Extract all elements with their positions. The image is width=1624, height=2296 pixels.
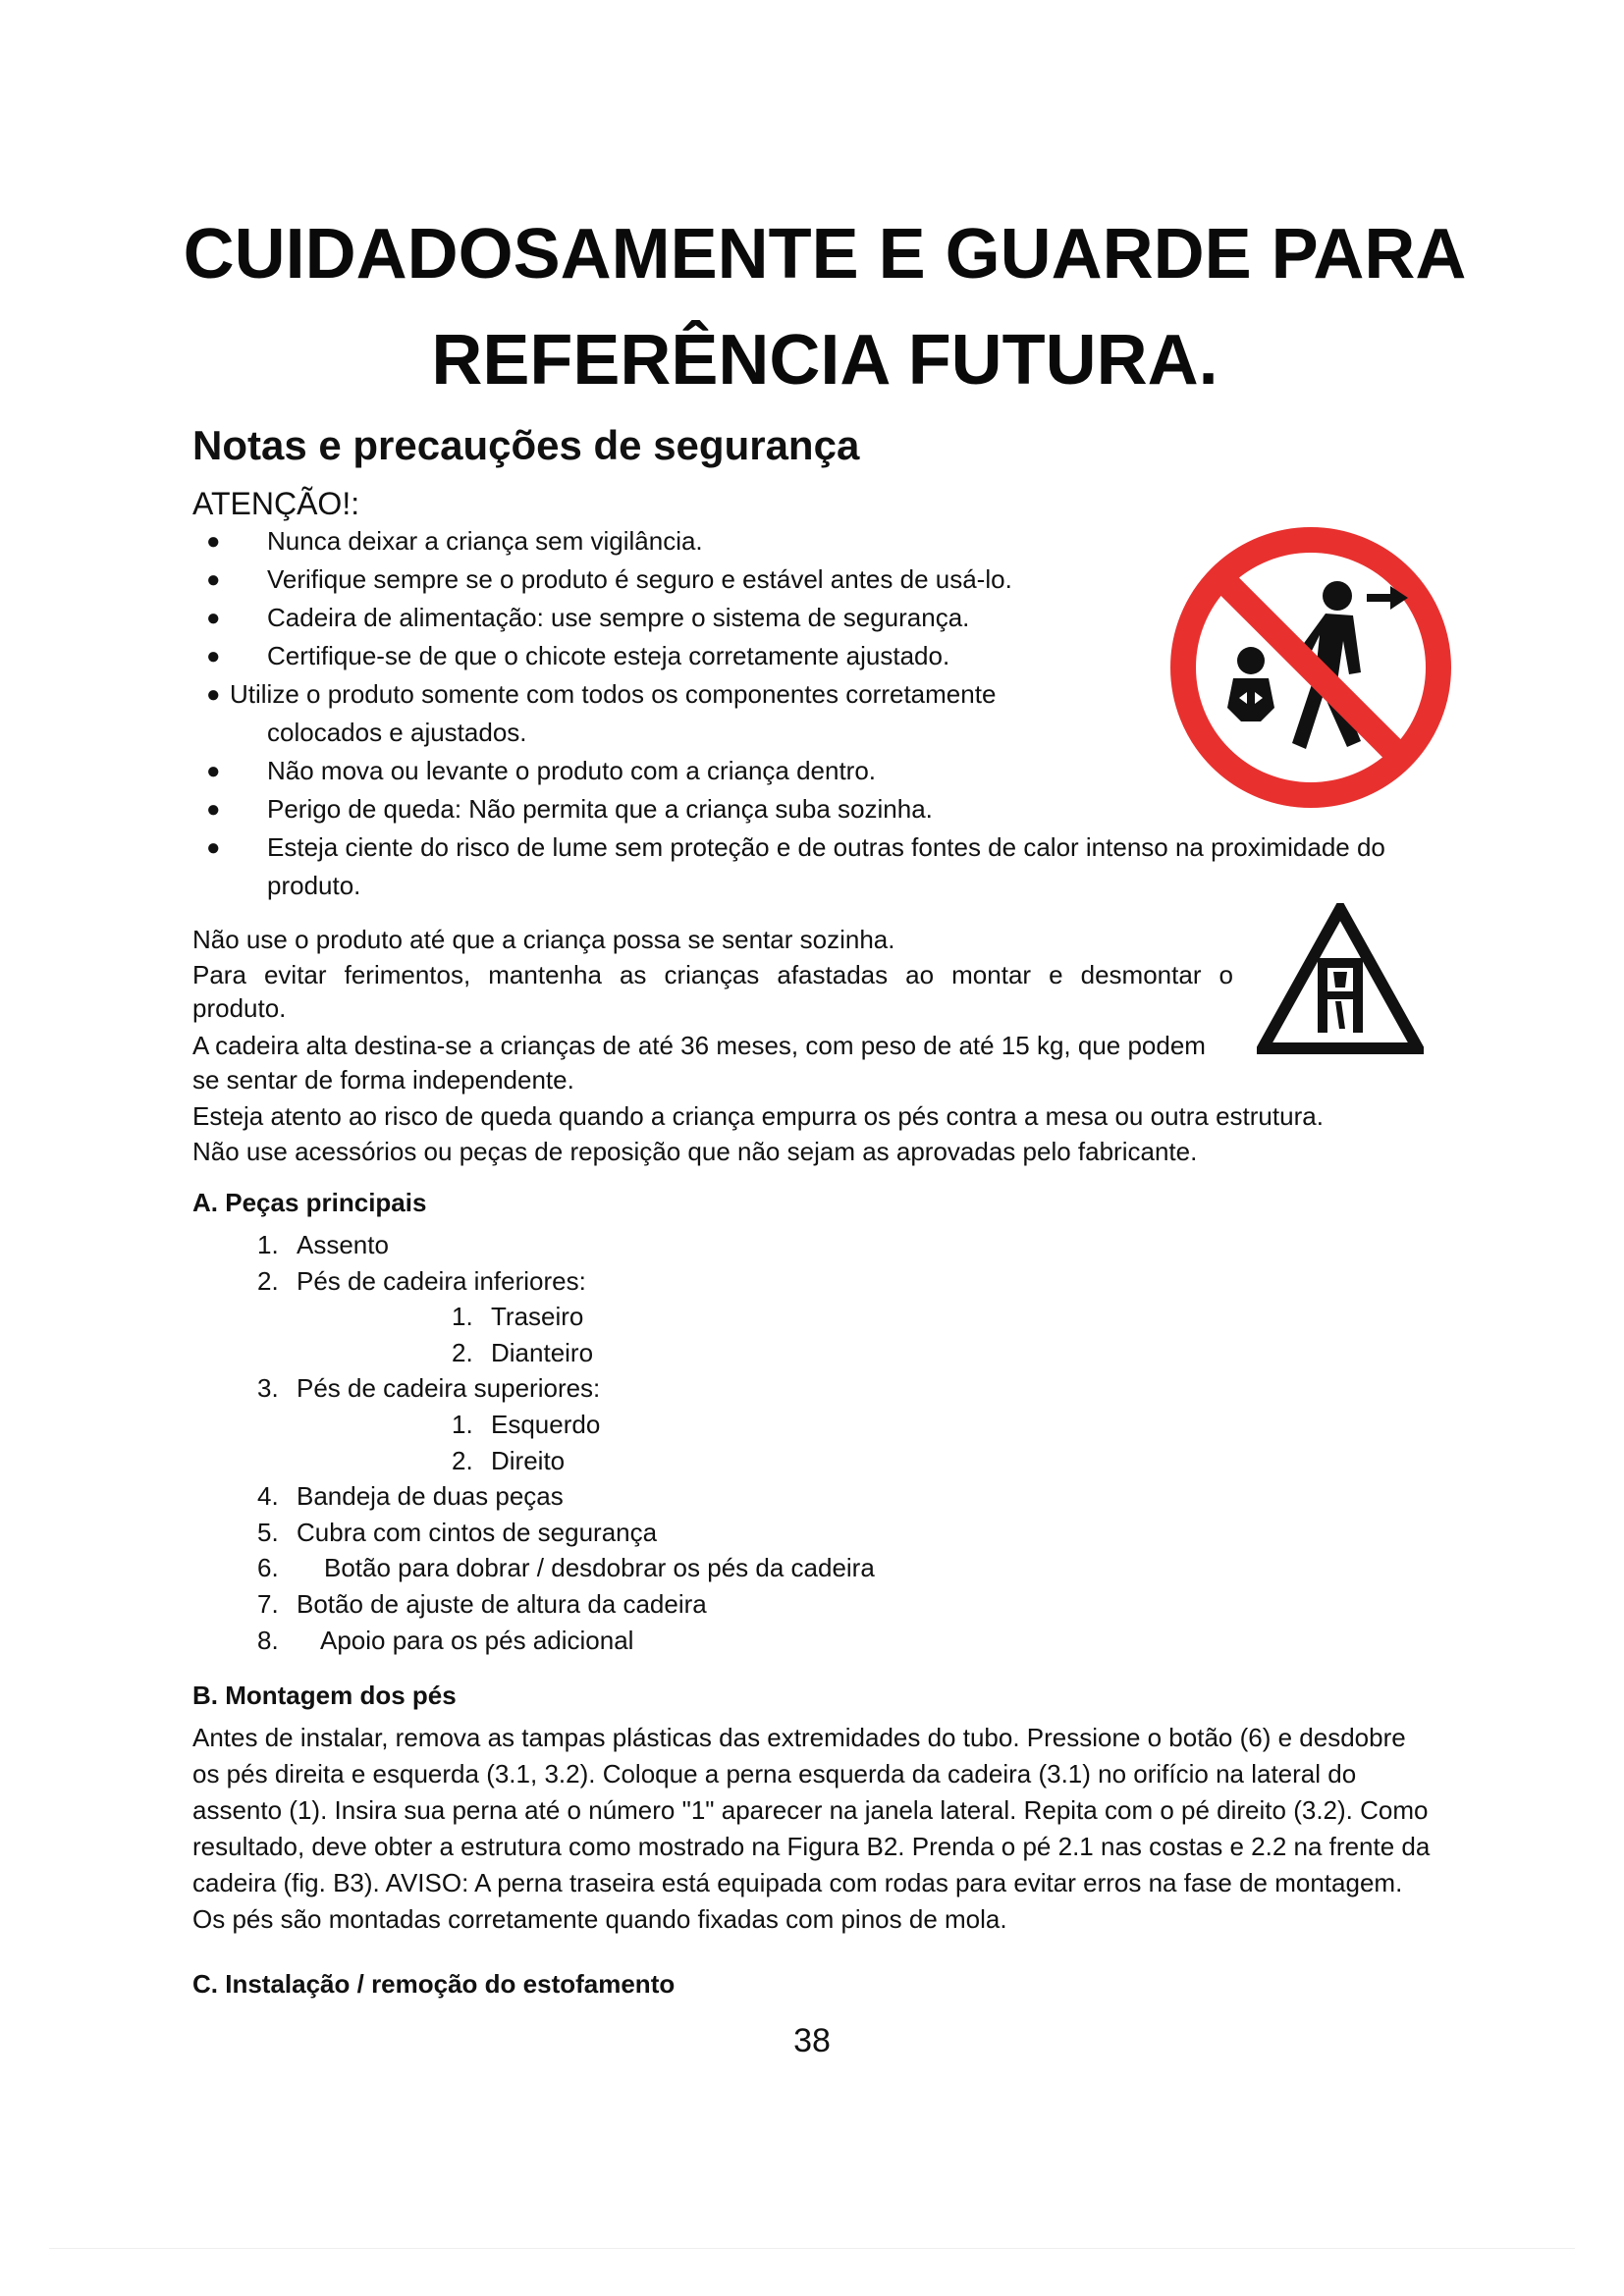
section-c-title: C. Instalação / remoção do estofamento [192,1969,676,1999]
list-subitem: 2. Direito [452,1445,566,1475]
list-item: ● Esteja ciente do risco de lume sem proteção e de outras fontes de calor intenso na proximidade do [192,828,1459,867]
title-line-1: CUIDADOSAMENTE E GUARDE PARA [183,215,1467,294]
list-item: 5. Cubra com cintos de segurança [257,1517,658,1547]
list-subitem: 1. Traseiro [452,1302,584,1332]
list-item: 4. Bandeja de duas peças [257,1481,564,1512]
bullet-icon: ● [206,834,221,861]
list-item: 7. Botão de ajuste de altura da cadeira [257,1588,707,1619]
list-item: ● Perigo de queda: Não permita que a criança suba sozinha. [192,790,1459,828]
bullet-icon: ● [206,528,221,555]
list-item: ● Verifique sempre se o produto é seguro e estável antes de usá-lo. [192,561,1459,599]
list-item: ● Não mova ou levante o produto com a criança dentro. [192,752,1459,790]
list-item: ● Utilize o produto somente com todos os componentes corretamente [192,675,1459,714]
list-item: ● Cadeira de alimentação: use sempre o sistema de segurança. [192,599,1459,637]
list-item: 8. Apoio para os pés adicional [257,1625,634,1655]
paragraph-injuries-line1: Para evitar ferimentos, mantenha as crianças afastadas ao montar e desmontar o [192,960,1233,989]
bullet-icon: ● [206,605,221,631]
bullet-icon: ● [206,681,221,708]
paragraph-age-limit-line2: se sentar de forma independente. [192,1065,574,1095]
section-b-title: B. Montagem dos pés [192,1681,457,1710]
list-subitem: 2. Dianteiro [452,1337,594,1367]
paragraph-line: Os pés são montadas corretamente quando fixadas com pinos de mola. [192,1904,1007,1934]
paragraph-line: Antes de instalar, remova as tampas plásticas das extremidades do tubo. Pressione o botão (6) e desdobre [192,1723,1406,1752]
section-a-title: A. Peças principais [192,1188,427,1217]
page-title [157,201,1492,413]
bullet-icon: ● [206,643,221,669]
list-item: 1. Assento [257,1230,389,1259]
paragraph-fall-risk: Esteja atento ao risco de queda quando a criança empurra os pés contra a mesa ou outra estrutura. [192,1101,1324,1131]
title-line-2: REFERÊNCIA FUTURA. [431,321,1218,400]
paragraph-line: assento (1). Insira sua perna até o número "1" aparecer na janela lateral. Repita com o pé direito (3.2). Como [192,1795,1429,1825]
footer-divider [49,2248,1575,2249]
list-item-continuation: produto. [267,871,361,900]
list-item: ● Nunca deixar a criança sem vigilância. [192,522,1459,561]
list-item: 6. Botão para dobrar / desdobrar os pés da cadeira [257,1553,875,1583]
safety-heading: Notas e precauções de segurança [192,422,860,468]
page-number: 38 [793,2022,831,2059]
attention-label: ATENÇÃO!: [192,486,360,521]
list-item-continuation: colocados e ajustados. [267,718,527,747]
paragraph-line: cadeira (fig. B3). AVISO: A perna traseira está equipada com rodas para evitar erros na fase de montagem. [192,1868,1403,1897]
paragraph-injuries-line2: produto. [192,993,287,1023]
bullet-icon: ● [206,796,221,823]
paragraph-line: resultado, deve obter a estrutura como mostrado na Figura B2. Prenda o pé 2.1 nas costas e 2.2 na frente da [192,1832,1431,1861]
paragraph-age-limit-line1: A cadeira alta destina-se a crianças de até 36 meses, com peso de até 15 kg, que podem [192,1031,1206,1060]
paragraph-accessories: Não use acessórios ou peças de reposição que não sejam as aprovadas pelo fabricante. [192,1137,1198,1166]
bullet-icon: ● [206,566,221,593]
section-b-body [192,1720,1469,1938]
paragraph-line: os pés direita e esquerda (3.1, 3.2). Coloque a perna esquerda da cadeira (3.1) no orifício na lateral do [192,1759,1357,1789]
no-leaving-child-unattended-icon [1168,525,1453,810]
list-item: 2. Pés de cadeira inferiores: [257,1265,586,1296]
bullet-icon: ● [206,758,221,784]
list-item: ● Certifique-se de que o chicote esteja corretamente ajustado. [192,637,1459,675]
list-subitem: 1. Esquerdo [452,1409,601,1439]
paragraph-sit-alone: Não use o produto até que a criança possa se sentar sozinha. [192,925,895,954]
parts-list [257,1227,875,1658]
warning-triangle-icon [1257,903,1424,1056]
list-item: 3. Pés de cadeira superiores: [257,1373,601,1404]
